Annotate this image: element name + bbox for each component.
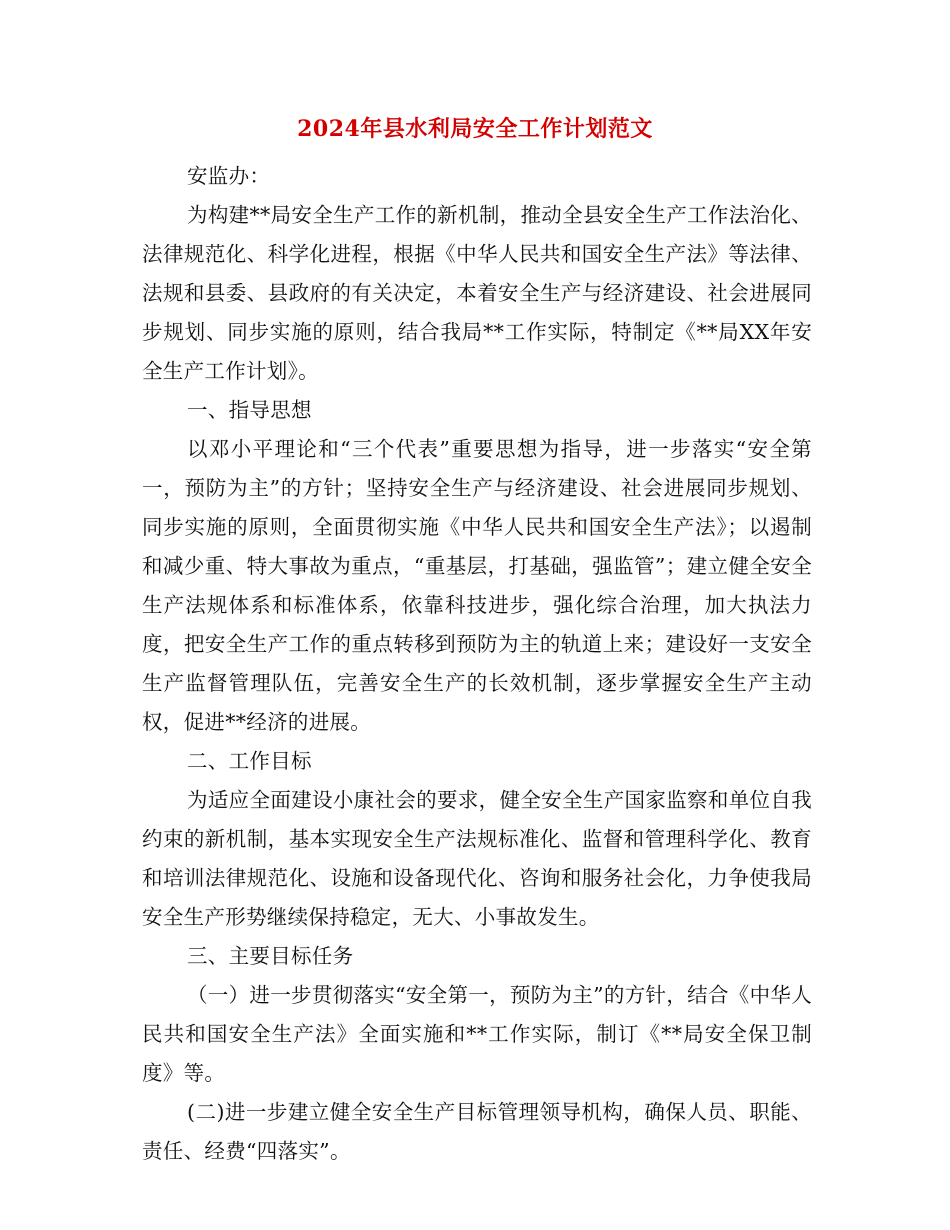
- document-body: [142, 157, 812, 1171]
- paragraph-guiding-ideology: 以邓小平理论和“三个代表”重要思想为指导，进一步落实“安全第一，预防为主”的方针；坚持安全生产与经济建设、社会进展同步规划、同步实施的原则，全面贯彻实施《中华人民共和国安全生产法》；以遏制和减少重、特大事故为重点，“重基层，打基础，强监管”；建立健全安全生产法规体系和标准体系，依靠科技进步，强化综合治理，加大执法力度，把安全生产工作的重点转移到预防为主的轨道上来；建设好一支安全生产监督管理队伍，完善安全生产的长效机制，逐步掌握安全生产主动权，促进**经济的进展。: [142, 437, 812, 734]
- heading-guiding-ideology: 一、指导思想: [187, 398, 312, 422]
- paragraph-work-goals: 为适应全面建设小康社会的要求，健全安全生产国家监察和单位自我约束的新机制，基本实现安全生产法规标准化、监督和管理科学化、教育和培训法律规范化、设施和设备现代化、咨询和服务社会化，力争使我局安全生产形势继续保持稳定，无大、小事故发生。: [142, 788, 812, 929]
- paragraph-task-2: (二)进一步建立健全安全生产目标管理领导机构，确保人员、职能、责任、经费“四落实”。: [142, 1100, 812, 1163]
- document-title: 2024年县水利局安全工作计划范文: [297, 116, 653, 142]
- salutation: 安监办：: [187, 164, 271, 188]
- heading-main-tasks: 三、主要目标任务: [187, 944, 354, 968]
- heading-work-goals: 二、工作目标: [187, 749, 312, 773]
- paragraph-intro: 为构建**局安全生产工作的新机制，推动全县安全生产工作法治化、法律规范化、科学化进程，根据《中华人民共和国安全生产法》等法律、法规和县委、县政府的有关决定，本着安全生产与经济建设、社会进展同步规划、同步实施的原则，结合我局**工作实际，特制定《**局XX年安全生产工作计划》。: [142, 203, 812, 383]
- paragraph-task-1: （一）进一步贯彻落实“安全第一，预防为主”的方针，结合《中华人民共和国安全生产法》全面实施和**工作实际，制订《**局安全保卫制度》等。: [142, 983, 812, 1085]
